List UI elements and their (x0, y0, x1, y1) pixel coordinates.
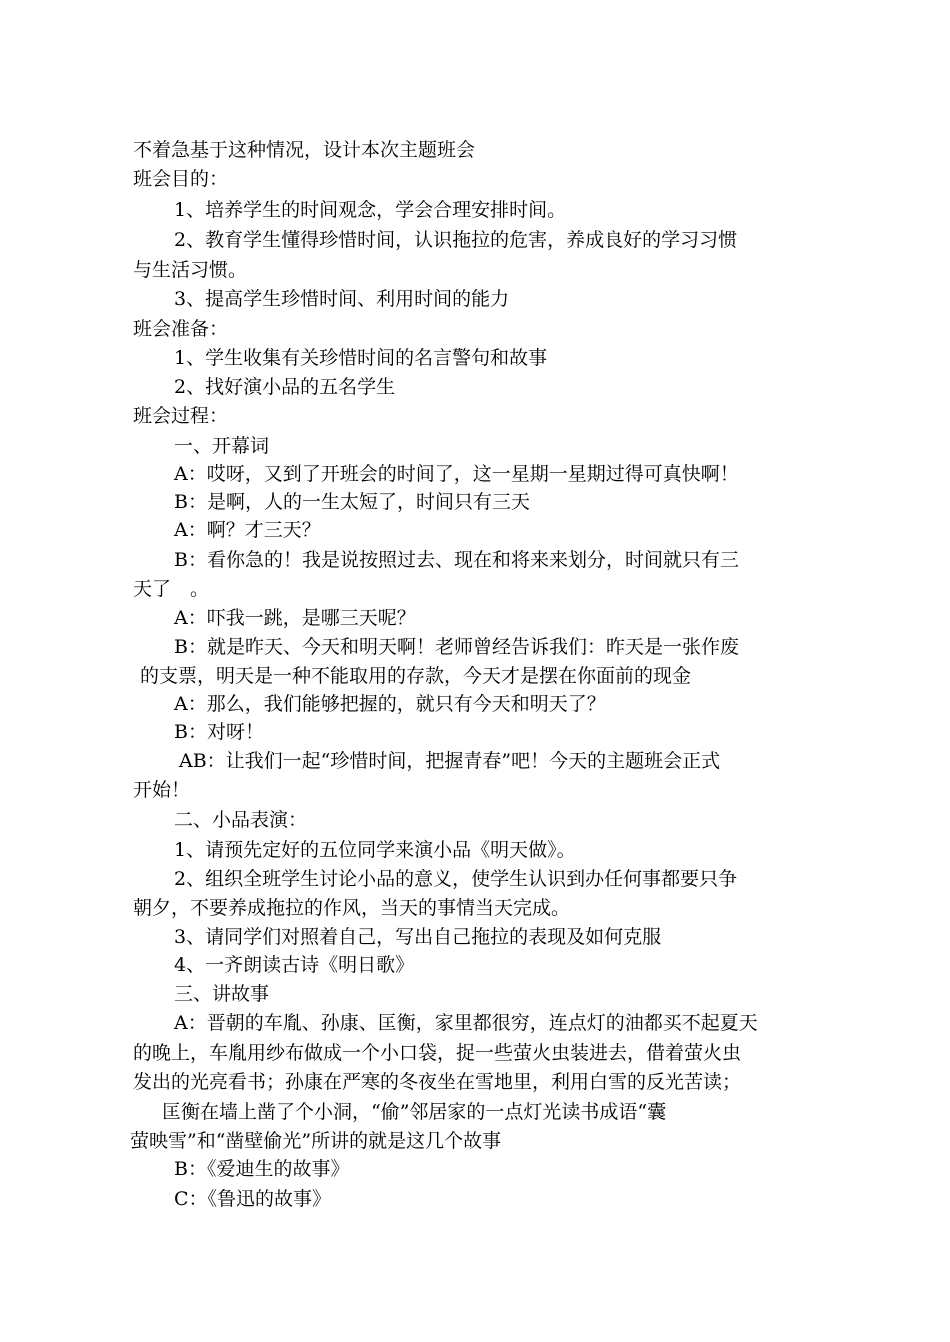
text-line: B：《爱迪生的故事》 (174, 1158, 350, 1180)
text-line: 班会目的： (133, 168, 229, 190)
text-line: A：啊？才三天？ (174, 519, 321, 541)
text-line: 3、提高学生珍惜时间、利用时间的能力 (174, 288, 510, 310)
text-line: 天了 。 (133, 578, 210, 600)
text-line: 2、找好演小品的五名学生 (174, 376, 396, 398)
text-line: 匡衡在墙上凿了个小洞，“偷”邻居家的一点灯光读书成语“囊 (162, 1101, 667, 1123)
text-line: AB：让我们一起“珍惜时间，把握青春”吧！今天的主题班会正式 (179, 750, 721, 772)
text-line: 不着急基于这种情况，设计本次主题班会 (133, 139, 476, 161)
text-line: 班会过程： (133, 405, 229, 427)
text-line: 的支票，明天是一种不能取用的存款，今天才是摆在你面前的现金 (140, 665, 692, 687)
text-line: 4、一齐朗读古诗《明日歌》 (174, 954, 415, 976)
text-line: 三、讲故事 (174, 983, 270, 1005)
text-line: 朝夕，不要养成拖拉的作风，当天的事情当天完成。 (133, 897, 571, 919)
text-line: 萤映雪”和“凿壁偷光”所讲的就是这几个故事 (130, 1130, 502, 1152)
text-line: 1、请预先定好的五位同学来演小品《明天做》。 (174, 839, 576, 861)
text-line: B：看你急的！我是说按照过去、现在和将来来划分，时间就只有三 (174, 549, 739, 571)
text-line: A：晋朝的车胤、孙康、匡衡，家里都很穷，连点灯的油都买不起夏天 (174, 1012, 758, 1034)
text-line: 与生活习惯。 (133, 259, 248, 281)
text-line: 开始！ (133, 779, 191, 801)
text-line: A：吓我一跳，是哪三天呢？ (174, 607, 416, 629)
text-line: 发出的光亮看书；孙康在严寒的冬夜坐在雪地里，利用白雪的反光苦读； (133, 1071, 742, 1093)
text-line: 1、培养学生的时间观念，学会合理安排时间。 (174, 199, 567, 221)
text-line: A：哎呀，又到了开班会的时间了，这一星期一星期过得可真快啊！ (174, 463, 739, 485)
text-line: B：是啊，人的一生太短了，时间只有三天 (174, 491, 530, 513)
text-line: 的晚上，车胤用纱布做成一个小口袋，捉一些萤火虫装进去，借着萤火虫 (133, 1042, 742, 1064)
text-line: 2、教育学生懂得珍惜时间，认识拖拉的危害，养成良好的学习习惯 (174, 229, 738, 251)
text-line: 2、组织全班学生讨论小品的意义，使学生认识到办任何事都要只争 (174, 868, 738, 890)
text-line: C：《鲁迅的故事》 (174, 1188, 332, 1210)
text-line: 1、学生收集有关珍惜时间的名言警句和故事 (174, 347, 548, 369)
text-line: B：就是昨天、今天和明天啊！老师曾经告诉我们：昨天是一张作废 (174, 636, 739, 658)
text-line: 3、请同学们对照着自己，写出自己拖拉的表现及如何克服 (174, 926, 662, 948)
text-line: 一、开幕词 (174, 435, 270, 457)
text-line: 班会准备： (133, 318, 229, 340)
text-line: A：那么，我们能够把握的，就只有今天和明天了？ (174, 693, 606, 715)
text-line: 二、小品表演： (174, 809, 308, 831)
text-line: B：对呀！ (174, 721, 264, 743)
